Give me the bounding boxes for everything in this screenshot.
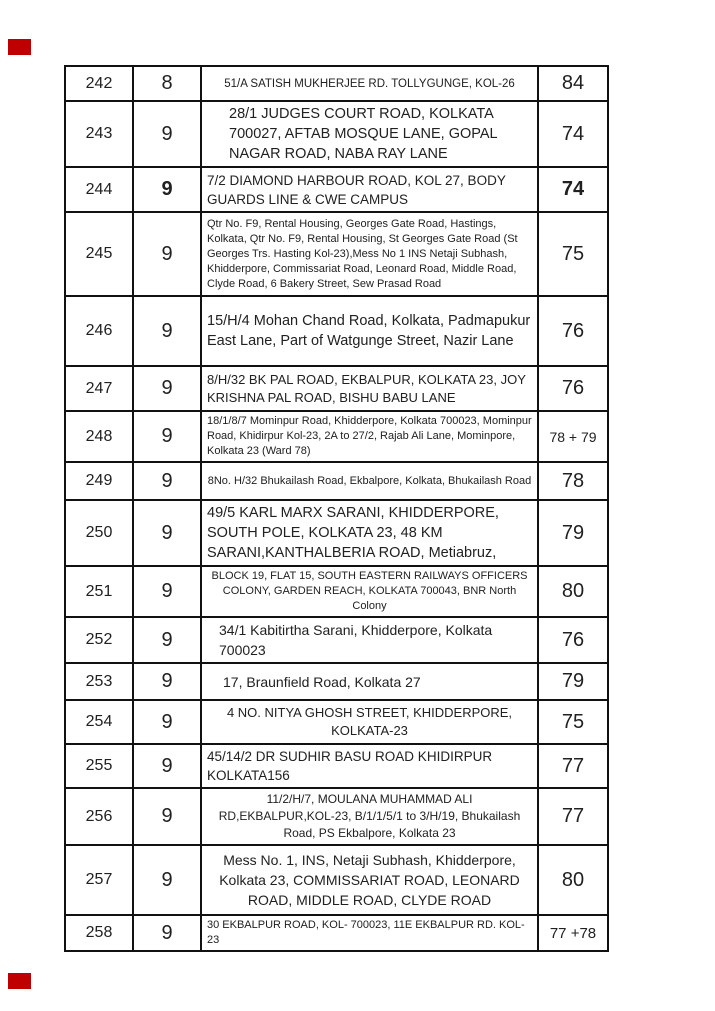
table-row <box>65 411 608 462</box>
serial-number-cell: 258 <box>65 915 133 951</box>
ward-count-cell: 9 <box>133 462 201 500</box>
ward-count-cell: 9 <box>133 212 201 296</box>
table-row <box>65 296 608 366</box>
address-cell: 28/1 JUDGES COURT ROAD, KOLKATA 700027, AFTAB MOSQUE LANE, GOPAL NAGAR ROAD, NABA RAY LANE <box>201 101 538 167</box>
table-row <box>65 66 608 101</box>
ward-count-cell: 9 <box>133 101 201 167</box>
table-row <box>65 845 608 915</box>
address-cell: 51/A SATISH MUKHERJEE RD. TOLLYGUNGE, KOL-26 <box>201 66 538 101</box>
ward-number-cell: 80 <box>538 566 608 617</box>
serial-number-cell: 245 <box>65 212 133 296</box>
ward-count-cell: 9 <box>133 617 201 663</box>
serial-number-cell: 242 <box>65 66 133 101</box>
address-cell: 45/14/2 DR SUDHIR BASU ROAD KHIDIRPUR KOLKATA156 <box>201 744 538 788</box>
address-cell: BLOCK 19, FLAT 15, SOUTH EASTERN RAILWAYS OFFICERS COLONY, GARDEN REACH, KOLKATA 700043, BNR North Colony <box>201 566 538 617</box>
address-cell: 15/H/4 Mohan Chand Road, Kolkata, Padmapukur East Lane, Part of Watgunge Street, Nazir Lane <box>201 296 538 366</box>
ward-number-cell: 77 <box>538 788 608 845</box>
address-cell: 49/5 KARL MARX SARANI, KHIDDERPORE, SOUTH POLE, KOLKATA 23, 48 KM SARANI,KANTHALBERIA ROAD, Metiabruz, <box>201 500 538 566</box>
ward-count-cell: 9 <box>133 167 201 212</box>
ward-number-cell: 79 <box>538 500 608 566</box>
serial-number-cell: 248 <box>65 411 133 462</box>
serial-number-cell: 256 <box>65 788 133 845</box>
serial-number-cell: 251 <box>65 566 133 617</box>
serial-number-cell: 249 <box>65 462 133 500</box>
serial-number-cell: 246 <box>65 296 133 366</box>
table-row <box>65 212 608 296</box>
table-row <box>65 788 608 845</box>
ward-number-cell: 78 + 79 <box>538 411 608 462</box>
ward-number-cell: 75 <box>538 700 608 744</box>
table-row <box>65 500 608 566</box>
address-cell: 8No. H/32 Bhukailash Road, Ekbalpore, Kolkata, Bhukailash Road <box>201 462 538 500</box>
ward-count-cell: 9 <box>133 411 201 462</box>
serial-number-cell: 253 <box>65 663 133 700</box>
ward-number-cell: 79 <box>538 663 608 700</box>
serial-number-cell: 244 <box>65 167 133 212</box>
serial-number-cell: 243 <box>65 101 133 167</box>
address-cell: 8/H/32 BK PAL ROAD, EKBALPUR, KOLKATA 23, JOY KRISHNA PAL ROAD, BISHU BABU LANE <box>201 366 538 411</box>
ward-count-cell: 9 <box>133 845 201 915</box>
serial-number-cell: 252 <box>65 617 133 663</box>
ward-count-cell: 9 <box>133 915 201 951</box>
ward-count-cell: 8 <box>133 66 201 101</box>
table-row <box>65 462 608 500</box>
ward-number-cell: 77 <box>538 744 608 788</box>
table-row <box>65 566 608 617</box>
ward-number-cell: 77 +78 <box>538 915 608 951</box>
red-marker-top-left <box>8 39 31 55</box>
ward-number-cell: 74 <box>538 167 608 212</box>
red-marker-bottom-left <box>8 973 31 989</box>
address-cell: 11/2/H/7, MOULANA MUHAMMAD ALI RD,EKBALPUR,KOL-23, B/1/1/5/1 to 3/H/19, Bhukailash Road, PS Ekbalpore, Kolkata 23 <box>201 788 538 845</box>
table-row <box>65 915 608 951</box>
ward-count-cell: 9 <box>133 566 201 617</box>
address-cell: 18/1/8/7 Mominpur Road, Khidderpore, Kolkata 700023, Mominpur Road, Khidirpur Kol-23, 2A to 27/2, Rajab Ali Lane, Mominpore, Kolkata 23 (Ward 78) <box>201 411 538 462</box>
address-table <box>64 65 609 952</box>
ward-count-cell: 9 <box>133 788 201 845</box>
ward-number-cell: 76 <box>538 366 608 411</box>
table-row <box>65 700 608 744</box>
table-row <box>65 101 608 167</box>
table-row <box>65 663 608 700</box>
serial-number-cell: 257 <box>65 845 133 915</box>
address-cell: 34/1 Kabitirtha Sarani, Khidderpore, Kolkata 700023 <box>201 617 538 663</box>
address-cell: 7/2 DIAMOND HARBOUR ROAD, KOL 27, BODY GUARDS LINE & CWE CAMPUS <box>201 167 538 212</box>
serial-number-cell: 250 <box>65 500 133 566</box>
ward-count-cell: 9 <box>133 296 201 366</box>
ward-number-cell: 80 <box>538 845 608 915</box>
table-row <box>65 366 608 411</box>
ward-number-cell: 74 <box>538 101 608 167</box>
ward-count-cell: 9 <box>133 500 201 566</box>
serial-number-cell: 255 <box>65 744 133 788</box>
address-cell: 17, Braunfield Road, Kolkata 27 <box>201 663 538 700</box>
ward-number-cell: 75 <box>538 212 608 296</box>
ward-number-cell: 76 <box>538 296 608 366</box>
ward-number-cell: 76 <box>538 617 608 663</box>
address-cell: 4 NO. NITYA GHOSH STREET, KHIDDERPORE, KOLKATA-23 <box>201 700 538 744</box>
table-row <box>65 617 608 663</box>
address-cell: Mess No. 1, INS, Netaji Subhash, Khidderpore, Kolkata 23, COMMISSARIAT ROAD, LEONARD ROAD, MIDDLE ROAD, CLYDE ROAD <box>201 845 538 915</box>
table-row <box>65 167 608 212</box>
ward-count-cell: 9 <box>133 366 201 411</box>
address-cell: 30 EKBALPUR ROAD, KOL- 700023, 11E EKBALPUR RD. KOL-23 <box>201 915 538 951</box>
address-cell: Qtr No. F9, Rental Housing, Georges Gate Road, Hastings, Kolkata, Qtr No. F9, Rental Housing, St Georges Gate Road (St Georges Trs. Hasting Kol-23),Mess No 1 INS Netaji Subhash, Khidderpore, Commissariat Road, Leonard Road, Middle Road, Clyde Road, 6 Bakery Street, Sew Prasad Road <box>201 212 538 296</box>
serial-number-cell: 254 <box>65 700 133 744</box>
table-row <box>65 744 608 788</box>
table-body <box>65 66 608 951</box>
ward-count-cell: 9 <box>133 744 201 788</box>
serial-number-cell: 247 <box>65 366 133 411</box>
ward-number-cell: 78 <box>538 462 608 500</box>
ward-count-cell: 9 <box>133 663 201 700</box>
ward-count-cell: 9 <box>133 700 201 744</box>
ward-number-cell: 84 <box>538 66 608 101</box>
